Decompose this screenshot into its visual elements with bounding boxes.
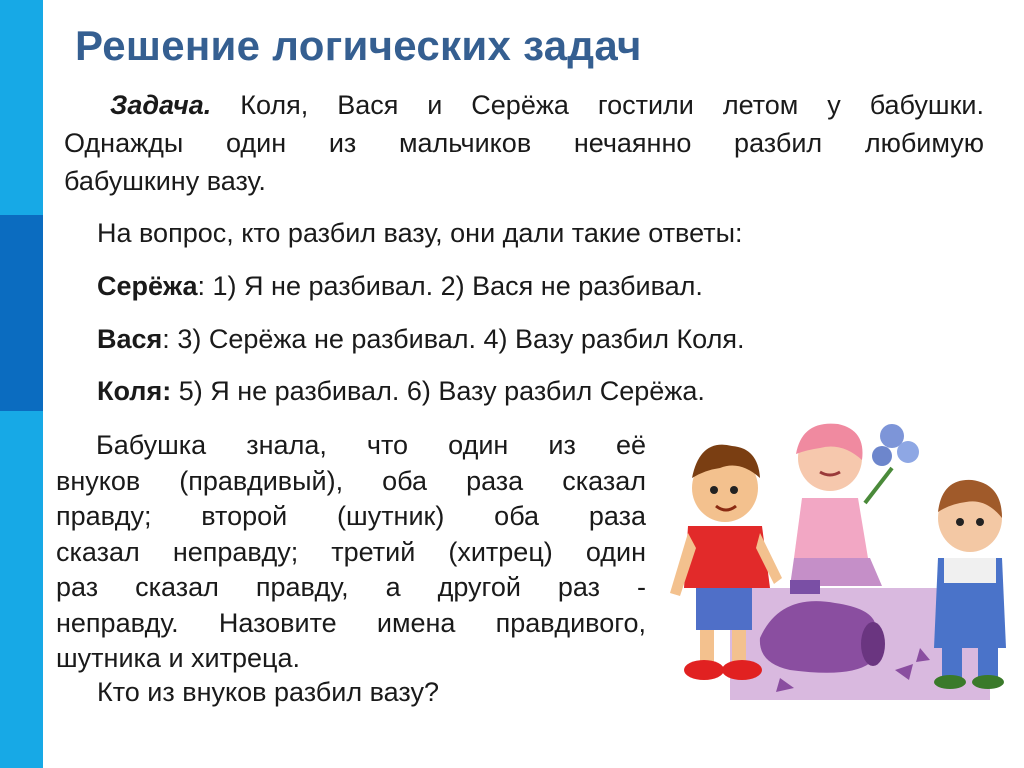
answer-seryozha	[97, 267, 703, 305]
question-text: На вопрос, кто разбил вазу, они дали такие ответы:	[97, 218, 743, 248]
boy-pink-with-flowers	[790, 424, 919, 594]
story-line: сказал неправду; третий (хитрец) один	[56, 536, 646, 567]
answer-vasya	[97, 320, 744, 358]
answer-sep: :	[197, 271, 213, 301]
flower-icon	[872, 446, 892, 466]
flower-icon	[897, 441, 919, 463]
answer-sep: :	[162, 324, 178, 354]
story-line: раз сказал правду, а другой раз -	[56, 572, 646, 602]
task-paragraph	[64, 86, 984, 200]
story-paragraph	[56, 428, 646, 677]
task-line-1	[64, 86, 984, 124]
story-line: неправду. Назовите имена правдивого,	[56, 607, 646, 638]
story-line: правду; второй (шутник) оба раза	[56, 501, 646, 531]
story-line: шутника и хитреца.	[56, 643, 300, 673]
answer-sep	[171, 376, 179, 406]
answer-name: Коля:	[97, 376, 172, 406]
answer-kolya	[97, 372, 705, 410]
answer-text: 5) Я не разбивал. 6) Вазу разбил Серёжа.	[178, 376, 705, 406]
boys-broken-vase-illustration	[670, 408, 1010, 708]
task-line-3: бабушкину вазу.	[64, 166, 266, 196]
side-bar-middle-segment	[0, 215, 43, 411]
slide-side-bar	[0, 0, 43, 768]
task-label: Задача.	[110, 90, 212, 120]
side-bar-top-segment	[0, 0, 43, 215]
story-line: Бабушка знала, что один из её	[96, 430, 646, 460]
answer-text: 1) Я не разбивал. 2) Вася не разбивал.	[212, 271, 703, 301]
final-question: Кто из внуков разбил вазу?	[97, 677, 439, 707]
side-bar-bottom-segment	[0, 411, 43, 768]
story-line: внуков (правдивый), оба раза сказал	[56, 465, 646, 496]
slide-title: Решение логических задач	[75, 22, 642, 69]
answer-name: Серёжа	[97, 271, 198, 301]
answer-name: Вася	[97, 324, 163, 354]
answer-text: 3) Серёжа не разбивал. 4) Вазу разбил Коля.	[177, 324, 745, 354]
task-line-1-text: Коля, Вася и Серёжа гостили летом у бабушки.	[211, 90, 984, 120]
task-line-2: Однажды один из мальчиков нечаянно разбил любимую	[64, 128, 984, 158]
